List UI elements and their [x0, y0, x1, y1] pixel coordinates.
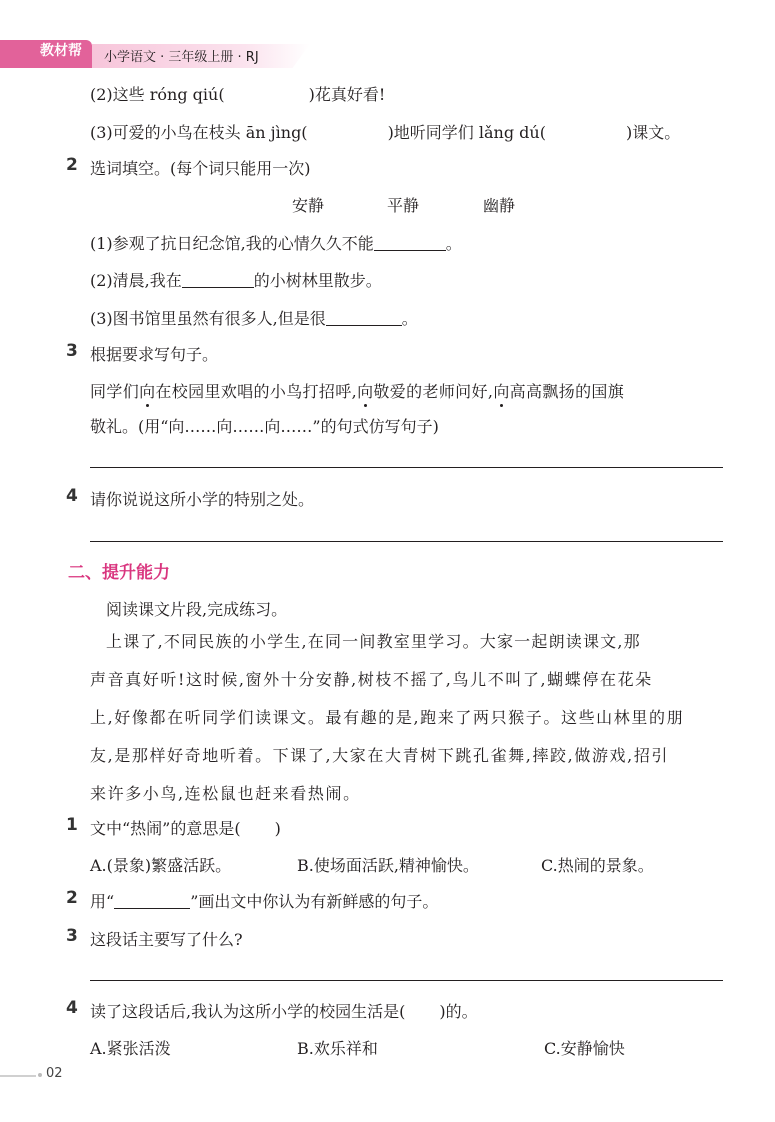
passage-line: 上,好像都在听同学们读课文。最有趣的是,跑来了两只猴子。这些山林里的朋 [90, 708, 685, 727]
p2-q1-post: ) [274, 819, 281, 838]
p2-q2-pre: 用“ [90, 892, 115, 911]
word-choice: 幽静 [483, 196, 516, 215]
question-number: 2 [66, 155, 78, 175]
emphasis-char: 向 [357, 382, 374, 401]
emphasis-char: 向 [139, 382, 156, 401]
q2-item-1-pre: (1)参观了抗日纪念馆,我的心情久久不能 [90, 234, 374, 253]
q2-item-1 [90, 231, 462, 254]
p2-q2-post: ”画出文中你认为有新鲜感的句子。 [190, 892, 439, 911]
option-a[interactable]: A.紧张活泼 [90, 1039, 171, 1058]
footer-dot [38, 1073, 42, 1077]
brand-badge [0, 40, 92, 68]
q3-text: 在校园里欢唱的小鸟打招呼, [155, 382, 358, 401]
word-choice: 安静 [292, 196, 325, 215]
option-c[interactable]: C.安静愉快 [544, 1039, 625, 1058]
option-b[interactable]: B.欢乐祥和 [297, 1039, 378, 1058]
answer-line[interactable] [90, 467, 723, 468]
option-a[interactable]: A.(景象)繁盛活跃。 [90, 856, 232, 875]
q2-item-3-post: 。 [401, 309, 418, 328]
brand-badge-text: 教材帮 [40, 43, 82, 59]
q1-item-3-mid: )地听同学们 lǎng dú( [387, 123, 546, 142]
q1-item-2-post: )花真好看! [308, 85, 386, 104]
q2-item-1-post: 。 [445, 234, 462, 253]
passage-line: 上课了,不同民族的小学生,在同一间教室里学习。大家一起朗读课文,那 [106, 632, 641, 651]
book-title: 小学语文 · 三年级上册 · RJ [104, 50, 259, 65]
q1-item-2-pre: (2)这些 róng qiú( [90, 85, 225, 104]
p2-q2 [90, 889, 438, 912]
q2-item-2 [90, 268, 382, 291]
question-number: 3 [66, 341, 78, 361]
q2-prompt: 选词填空。(每个词只能用一次) [90, 159, 311, 178]
q1-item-3 [90, 120, 680, 143]
question-number: 1 [66, 815, 78, 835]
passage-line: 声音真好听!这时候,窗外十分安静,树枝不摇了,鸟儿不叫了,蝴蝶停在花朵 [90, 670, 653, 689]
q2-item-3 [90, 306, 418, 329]
question-number: 4 [66, 998, 78, 1018]
question-number: 4 [66, 486, 78, 506]
answer-line[interactable] [90, 541, 723, 542]
p2-q4-pre: 读了这段话后,我认为这所小学的校园生活是( [90, 1002, 406, 1021]
answer-blank[interactable] [326, 309, 402, 326]
answer-line[interactable] [90, 980, 723, 981]
q3-text: 同学们 [90, 382, 140, 401]
answer-blank[interactable] [182, 271, 254, 288]
q1-item-3-post: )课文。 [625, 123, 681, 142]
reading-instruction: 阅读课文片段,完成练习。 [106, 600, 288, 619]
option-c[interactable]: C.热闹的景象。 [541, 856, 654, 875]
p2-q3-prompt: 这段话主要写了什么? [90, 930, 243, 949]
underline-sample [114, 892, 190, 909]
p2-q1-pre: 文中“热闹”的意思是( [90, 819, 241, 838]
section-title: 二、提升能力 [68, 563, 170, 583]
option-b[interactable]: B.使场面活跃,精神愉快。 [297, 856, 479, 875]
footer-rule [0, 1075, 36, 1077]
q3-text: 敬爱的老师问好, [373, 382, 494, 401]
question-number: 2 [66, 888, 78, 908]
passage-line: 友,是那样好奇地听着。下课了,大家在大青树下跳孔雀舞,摔跤,做游戏,招引 [90, 746, 670, 765]
q1-item-2 [90, 82, 385, 105]
passage-line: 来许多小鸟,连松鼠也赶来看热闹。 [90, 784, 361, 803]
word-choice: 平静 [387, 196, 420, 215]
q3-text: 高高飘扬的国旗 [509, 382, 625, 401]
p2-q1 [90, 816, 281, 839]
p2-q4 [90, 999, 478, 1022]
page-number: 02 [46, 1066, 63, 1081]
q3-prompt: 根据要求写句子。 [90, 345, 219, 364]
q4-prompt: 请你说说这所小学的特别之处。 [90, 490, 315, 509]
q1-item-3-pre: (3)可爱的小鸟在枝头 ān jìng( [90, 123, 308, 142]
q2-item-2-post: 的小树林里散步。 [253, 271, 382, 290]
q3-sentence-line-1 [90, 379, 624, 402]
answer-blank[interactable] [374, 234, 446, 251]
q2-item-3-pre: (3)图书馆里虽然有很多人,但是很 [90, 309, 326, 328]
q3-sentence-line-2: 敬礼。(用“向……向……向……”的句式仿写句子) [90, 417, 439, 436]
question-number: 3 [66, 926, 78, 946]
p2-q4-post: )的。 [439, 1002, 478, 1021]
emphasis-char: 向 [493, 382, 510, 401]
q2-item-2-pre: (2)清晨,我在 [90, 271, 182, 290]
